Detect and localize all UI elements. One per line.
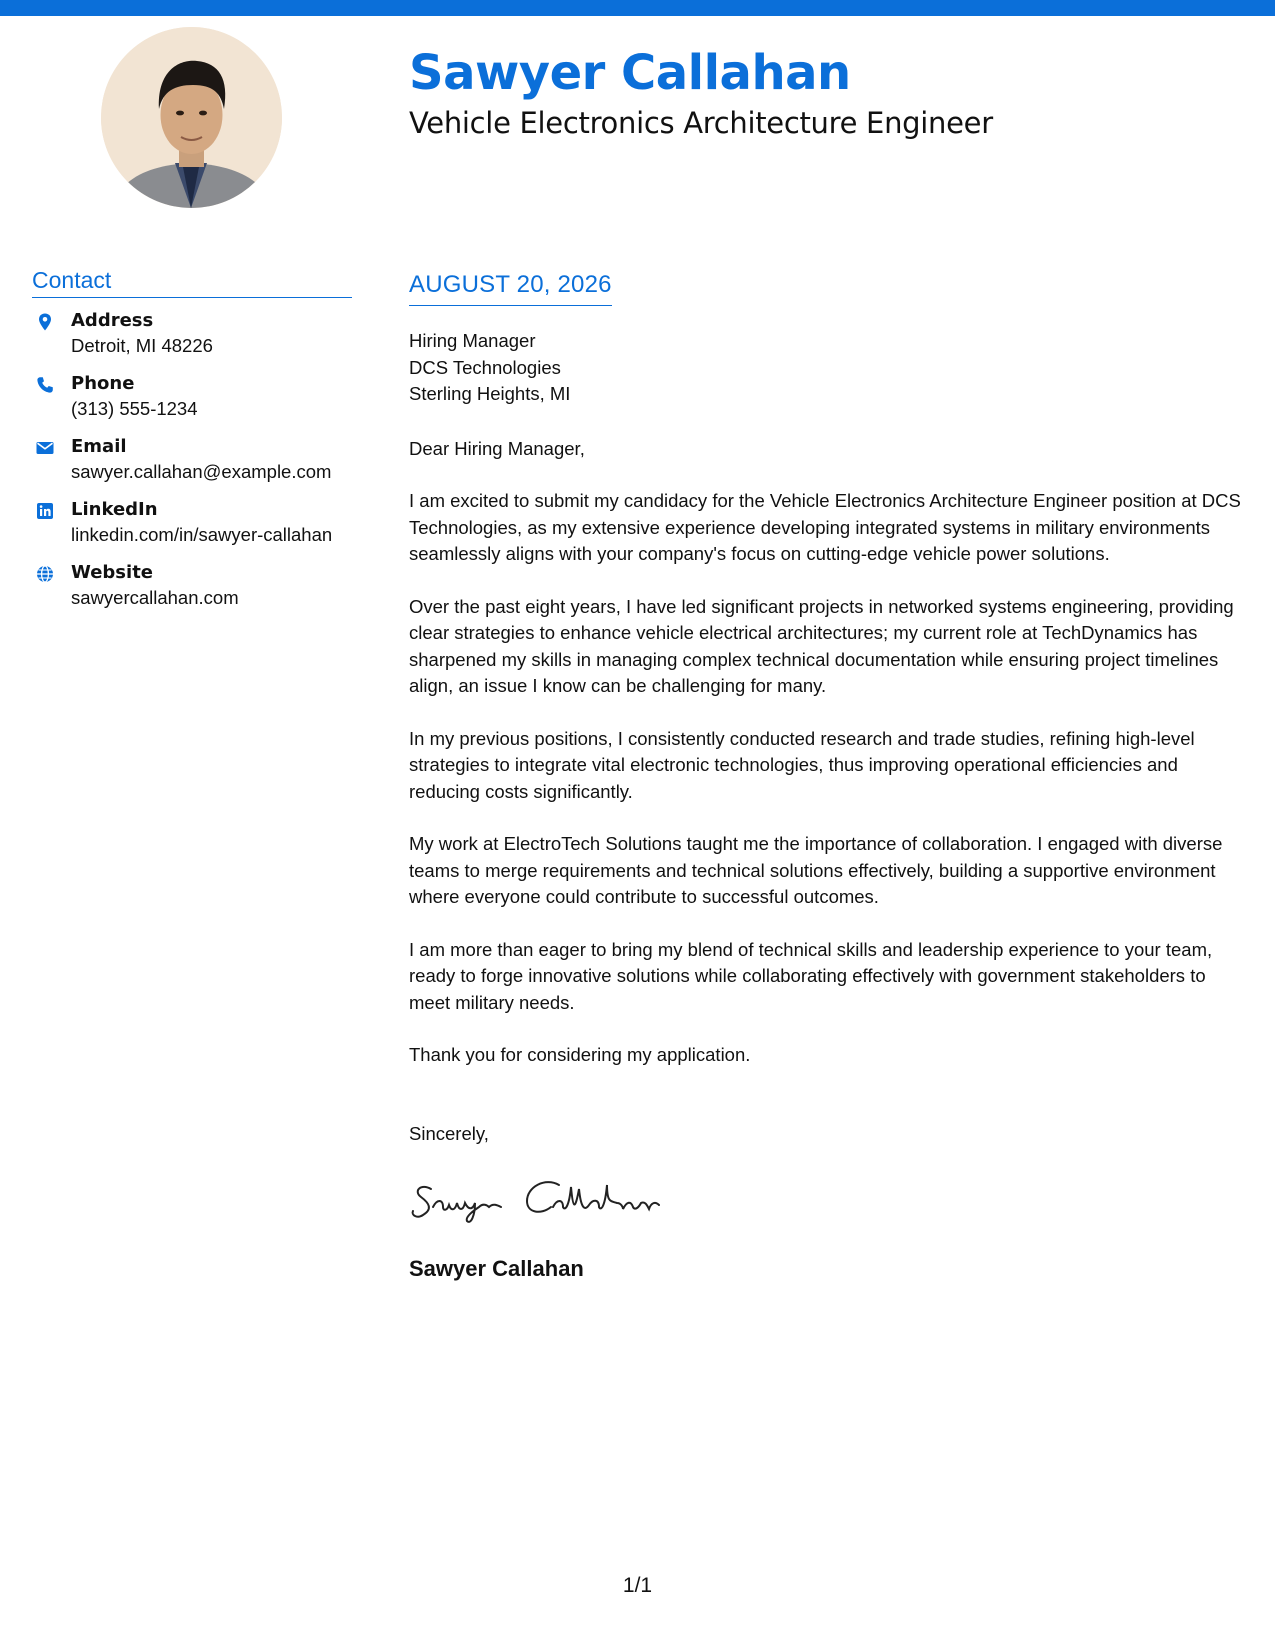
email-icon [35,438,55,458]
body-paragraph: Over the past eight years, I have led significant projects in networked systems engineering, providing clear strategies to enhance vehicle electrical architectures; my current role at TechDynamics has sharpened my skills in managing complex technical documentation while ensuring project timelines align, an issue I know can be challenging for many. [409,595,1234,696]
signed-name: Sawyer Callahan [409,1256,584,1281]
phone-value: (313) 555-1234 [71,398,198,419]
map-pin-icon [35,312,55,332]
globe-icon [35,564,55,584]
contact-item-phone [32,371,352,434]
applicant-name: Sawyer Callahan [409,45,851,101]
closing: Sincerely, [409,1122,489,1144]
top-accent-bar [0,0,1275,16]
letter-date: AUGUST 20, 2026 [409,271,612,298]
website-value[interactable]: sawyercallahan.com [71,587,239,608]
profile-photo [101,27,282,208]
body-paragraph: Thank you for considering my application. [409,1044,751,1065]
body-paragraph: My work at ElectroTech Solutions taught me the importance of collaboration. I engaged with diverse teams to merge requirements and technical solutions effectively, building a supportive environment where everyone could contribute to successful outcomes. [409,833,1223,907]
phone-icon [35,375,55,395]
recipient-line: DCS Technologies [409,356,561,378]
contact-label: Address [71,310,154,331]
contact-list [32,308,352,623]
contact-label: LinkedIn [71,499,158,520]
address-value: Detroit, MI 48226 [71,335,213,356]
recipient-block [409,328,1249,408]
contact-item-email [32,434,352,497]
recipient-line: Hiring Manager [409,330,536,351]
recipient-line: Sterling Heights, MI [409,383,571,404]
contact-item-website [32,560,352,623]
handwritten-signature [409,1167,1249,1231]
body-paragraph: In my previous positions, I consistently conducted research and trade studies, refining high-level strategies to integrate vital electronic technologies, thus improving operational efficiencies and reducing costs significantly. [409,727,1195,802]
letter-body [409,270,1249,1283]
linkedin-icon [35,501,55,521]
contact-label: Phone [71,373,135,394]
job-title: Vehicle Electronics Architecture Engineer [409,106,993,140]
contact-item-linkedin [32,497,352,560]
contact-heading: Contact [32,266,352,298]
letter-date-block [409,270,612,306]
linkedin-value[interactable]: linkedin.com/in/sawyer-callahan [71,524,333,545]
body-paragraph: I am more than eager to bring my blend of technical skills and leadership experience to your team, ready to forge innovative solutions while collaborating effectively with government stakeholders to meet military needs. [409,938,1213,1013]
body-paragraph: I am excited to submit my candidacy for the Vehicle Electronics Architecture Engineer position at DCS Technologies, as my extensive experience developing integrated systems in military environments seamlessly aligns with your company's focus on cutting-edge vehicle power solutions. [409,490,1241,564]
contact-item-address [32,308,352,371]
page-number: 1/1 [622,1574,653,1597]
email-value[interactable]: sawyer.callahan@example.com [71,461,332,482]
contact-sidebar [32,266,352,623]
contact-label: Email [71,436,127,457]
contact-label: Website [71,562,154,583]
greeting: Dear Hiring Manager, [409,437,585,459]
header [409,42,993,142]
